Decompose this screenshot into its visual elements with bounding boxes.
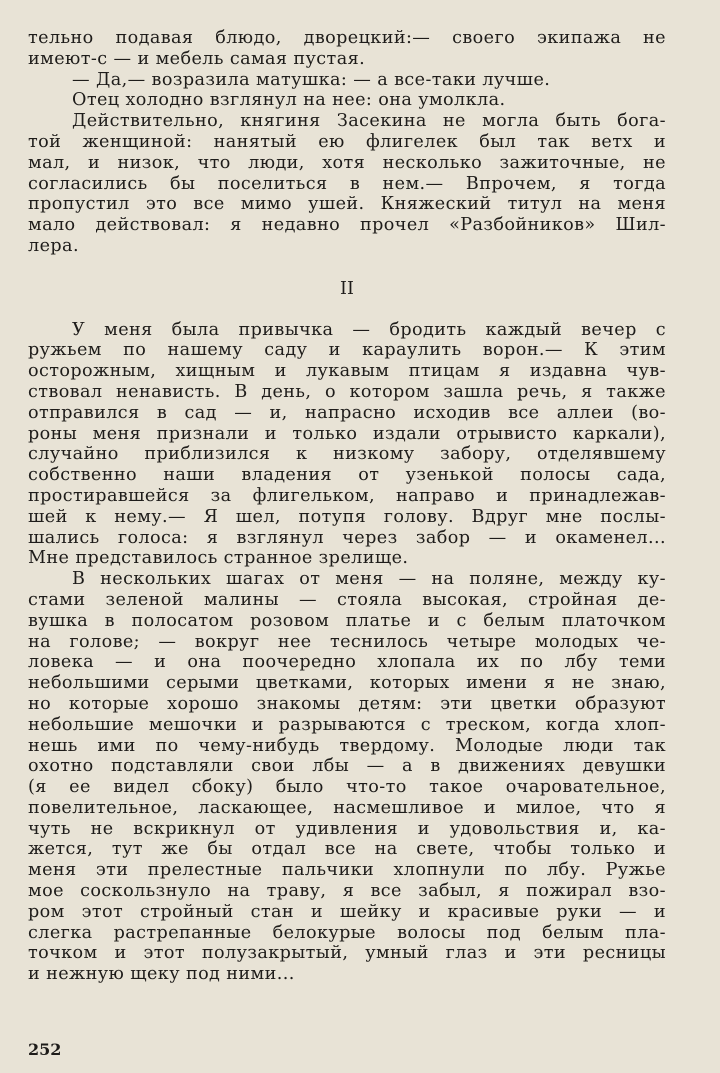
chapter-body-text [28,320,666,986]
text-line: охотно подставляли свои лбы — а в движениях девушки [28,756,666,777]
text-line: небольшими серыми цветками, которых имени я не знаю, [28,673,666,694]
text-line: мало действовал: я недавно прочел «Разбойников» Шил- [28,215,666,236]
text-line: ружьем по нашему саду и караулить ворон.— К этим [28,340,666,361]
text-line: и нежную щеку под ними... [28,964,295,985]
text-line: Действительно, княгиня Засекина не могла быть бога- [72,111,666,132]
text-line: нешь ими по чему-нибудь твердому. Молодые люди так [28,735,666,756]
text-line: лера. [28,235,79,256]
text-line: роны меня признали и только издали отрывисто каркали), [28,423,666,444]
text-line: собственно наши владения от узенькой полосы сада, [28,465,666,486]
text-line: осторожным, хищным и лукавым птицам я издавна чув- [28,361,666,382]
text-line: Мне представилось странное зрелище. [28,548,409,569]
text-line: Отец холодно взглянул на нее: она умолкла. [72,90,506,111]
text-line: вушка в полосатом розовом платье и с белым платочком [28,610,666,631]
text-line: пропустил это все мимо ушей. Княжеский титул на меня [28,194,666,215]
text-line: шей к нему.— Я шел, потупя голову. Вдруг мне послы- [28,506,666,527]
text-line: отправился в сад — и, напрасно исходив все аллеи (во- [28,402,666,423]
text-line: стами зеленой малины — стояла высокая, стройная де- [28,589,666,610]
text-line: мал, и низок, что люди, хотя несколько зажиточные, не [28,152,666,173]
text-line: случайно приблизился к низкому забору, отделявшему [28,444,666,465]
text-line: ловека — и она поочередно хлопала их по лбу теми [28,652,666,673]
top-text-block [28,28,666,257]
text-line: ром этот стройный стан и шейку и красивые руки — и [28,901,666,922]
text-line: простиравшейся за флигельком, направо и принадлежав- [28,485,666,506]
text-line: имеют-с — и мебель самая пустая. [28,48,366,69]
text-line: но которые хорошо знакомы детям: эти цветки образуют [28,693,666,714]
text-line: У меня была привычка — бродить каждый вечер с [72,319,666,340]
text-line: небольшие мешочки и разрываются с треском, когда хлоп- [28,714,666,735]
text-line: (я ее видел сбоку) было что-то такое очаровательное, [28,777,666,798]
text-line: повелительное, ласкающее, насмешливое и милое, что я [28,797,666,818]
text-line: на голове; — вокруг нее теснилось четыре молодых че- [28,631,666,652]
text-line: — Да,— возразила матушка: — а все-таки лучше. [72,69,551,90]
text-line: тельно подавая блюдо, дворецкий:— своего экипажа не [28,28,666,48]
text-line: ствовал ненависть. В день, о котором зашла речь, я также [28,381,666,402]
page-number: 252 [28,1040,62,1059]
text-line: той женщиной: нанятый ею флигелек был так ветх и [28,131,666,152]
text-line: слегка растрепанные белокурые волосы под белым пла- [28,922,666,943]
text-line: шались голоса: я взглянул через забор — и окаменел... [28,527,666,548]
text-line: чуть не вскрикнул от удивления и удовольствия и, ка- [28,818,666,839]
text-line: мое соскользнуло на траву, я все забыл, я пожирал взо- [28,881,666,902]
text-line: меня эти прелестные пальчики хлопнули по лбу. Ружье [28,860,666,881]
text-line: согласились бы поселиться в нем.— Впрочем, я тогда [28,173,666,194]
chapter-heading: II [340,278,354,299]
text-line: точком и этот полузакрытый, умный глаз и эти ресницы [28,943,666,964]
text-line: жется, тут же бы отдал все на свете, чтобы только и [28,839,666,860]
text-line: В нескольких шагах от меня — на поляне, между ку- [72,569,666,590]
